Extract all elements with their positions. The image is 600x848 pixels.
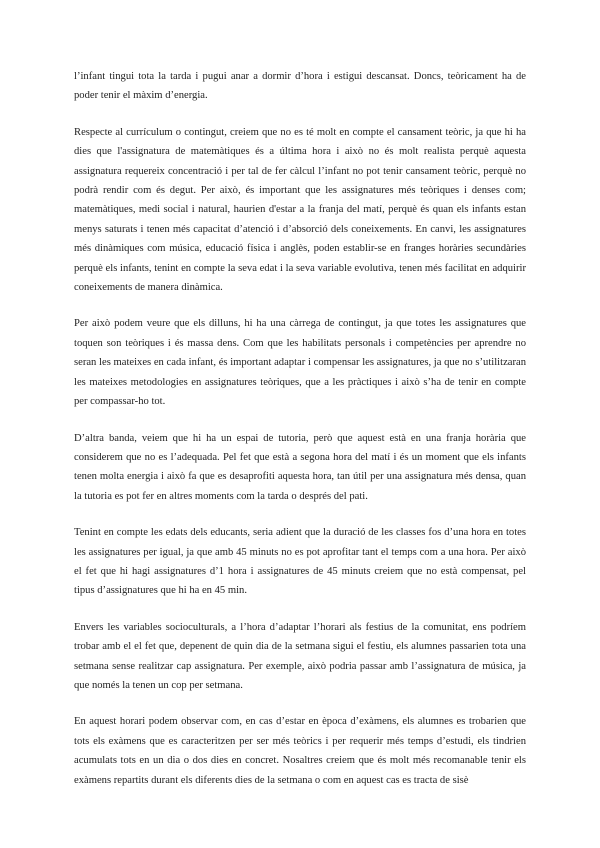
paragraph-6: Envers les variables socioculturals, a l’hora d’adaptar l’horari als festius de la comunitat, ens podríem trobar amb el el fet que, depenent de quin dia de la setmana sigui el festiu, els alumnes passarien tota una setmana sense realitzar cap assignatura. Per exemple, això podria passar amb l’assignatura de música, ja que només la tenen un cop per setmana. [74, 621, 526, 691]
paragraph-3: Per això podem veure que els dilluns, hi ha una càrrega de contingut, ja que totes les assignatures que toquen son teòriques i és massa dens. Com que les habilitats personals i competències per aprendre no seran les mateixes en cada infant, és important adaptar i compensar les assignatures, ja que no s’utilitzaran les mateixes metodologies en assignatures teòriques, que a les pràctiques i això s’ha de tenir en compte per compassar-ho tot. [74, 318, 526, 408]
document-page [74, 67, 526, 790]
paragraph-4: D’altra banda, veiem que hi ha un espai de tutoria, però que aquest està en una franja horària que considerem que no es l’adequada. Pel fet que està a segona hora del matí i és un moment que els infants tenen molta energia i això fa que es desaprofiti aquesta hora, tan útil per una assignatura més densa, quan la tutoria es pot fer en altres moments com la tarda o després del pati. [74, 432, 526, 502]
paragraph-1: l’infant tingui tota la tarda i pugui anar a dormir d’hora i estigui descansat. Doncs, teòricament ha de poder tenir el màxim d’energia. [74, 71, 526, 102]
paragraph-2: Respecte al currículum o contingut, creiem que no es té molt en compte el cansament teòric, ja que hi ha dies que l'assignatura de matemàtiques és a última hora i això no és molt realista perquè aquesta assignatura requereix concentració i per tal de fer càlcul l’infant no pot tenir cansament teòric, perquè no podrà rendir com és degut. Per això, és important que les assignatures més teòriques i denses com; matemàtiques, medi social i natural, haurien d'estar a la franja del matí, perquè és quan els infants estan menys saturats i tenen més capacitat d’atenció i d’absorció dels coneixements. En canvi, les assignatures més dinàmiques com música, educació física i anglès, poden establir-se en franges horàries secundàries perquè els infants, tenint en compte la seva edat i la seva variable evolutiva, tenen més facilitat en adquirir coneixements de manera dinàmica. [74, 126, 526, 294]
paragraph-7: En aquest horari podem observar com, en cas d’estar en època d’exàmens, els alumnes es trobarien que tots els exàmens que es caracteritzen per ser més teòrics i per requerir més temps d’estudi, els tindrien acumulats tots en un dia o dos dies en concret. Nosaltres creiem que és molt més recomanable tenir els exàmens repartits durant els diferents dies de la setmana o com en aquest cas es tracta de sisè [74, 716, 526, 786]
paragraph-5: Tenint en compte les edats dels educants, seria adient que la duració de les classes fos d’una hora en totes les assignatures per igual, ja que amb 45 minuts no es pot aprofitar tant el temps com a una hora. Per això el fet que hi hagi assignatures d’1 hora i assignatures de 45 minuts creiem que no està compensat, pel tipus d’assignatures que hi ha en 45 min. [74, 527, 526, 597]
